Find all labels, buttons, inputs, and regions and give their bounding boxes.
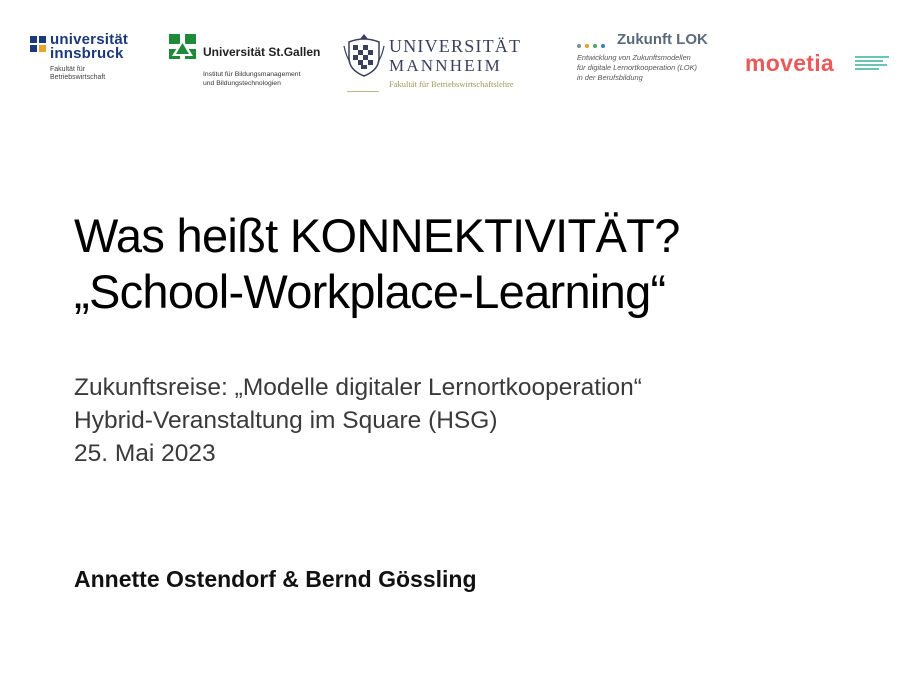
- slide-subtitle: [74, 371, 642, 470]
- mannheim-divider: [347, 91, 379, 92]
- slide-title-line2: „School-Workplace-Learning“: [74, 265, 666, 318]
- mannheim-crest-icon: [341, 32, 387, 78]
- zukunft-lok-description: Entwicklung von Zukunftsmodellen für digitale Lernortkooperation (LOK) in der Berufsbildung: [577, 53, 697, 82]
- slide-authors: Annette Ostendorf & Bernd Gössling: [74, 566, 477, 592]
- zukunft-lok-name: Zukunft LOK: [617, 31, 708, 48]
- lok-dots-icon: [577, 44, 611, 49]
- slide-title-line1: Was heißt KONNEKTIVITÄT?: [74, 209, 680, 262]
- mannheim-name-line2: MANNHEIM: [389, 56, 502, 75]
- innsbruck-faculty: Fakultät für Betriebswirtschaft: [50, 66, 106, 81]
- st-gallen-institute: Institut für Bildungsmanagement und Bildungstechnologien: [203, 71, 301, 87]
- mannheim-faculty: Fakultät für Betriebswirtschaftslehre: [389, 79, 514, 89]
- innsbruck-name: universität innsbruck: [50, 31, 129, 62]
- event-date: 25. Mai 2023: [74, 440, 216, 467]
- innsbruck-mark-icon: [30, 36, 46, 52]
- event-venue: Hybrid-Veranstaltung im Square (HSG): [74, 407, 498, 434]
- movetia-name: movetia: [745, 50, 835, 76]
- mannheim-name-line1: UNIVERSITÄT: [389, 36, 522, 56]
- st-gallen-emblem-icon: [167, 31, 198, 62]
- st-gallen-name: Universität St.Gallen: [203, 45, 321, 59]
- event-name: Zukunftsreise: „Modelle digitaler Lernortkooperation“: [74, 374, 642, 401]
- movetia-tagline-graphic: [855, 56, 891, 72]
- slide-title: [74, 208, 680, 320]
